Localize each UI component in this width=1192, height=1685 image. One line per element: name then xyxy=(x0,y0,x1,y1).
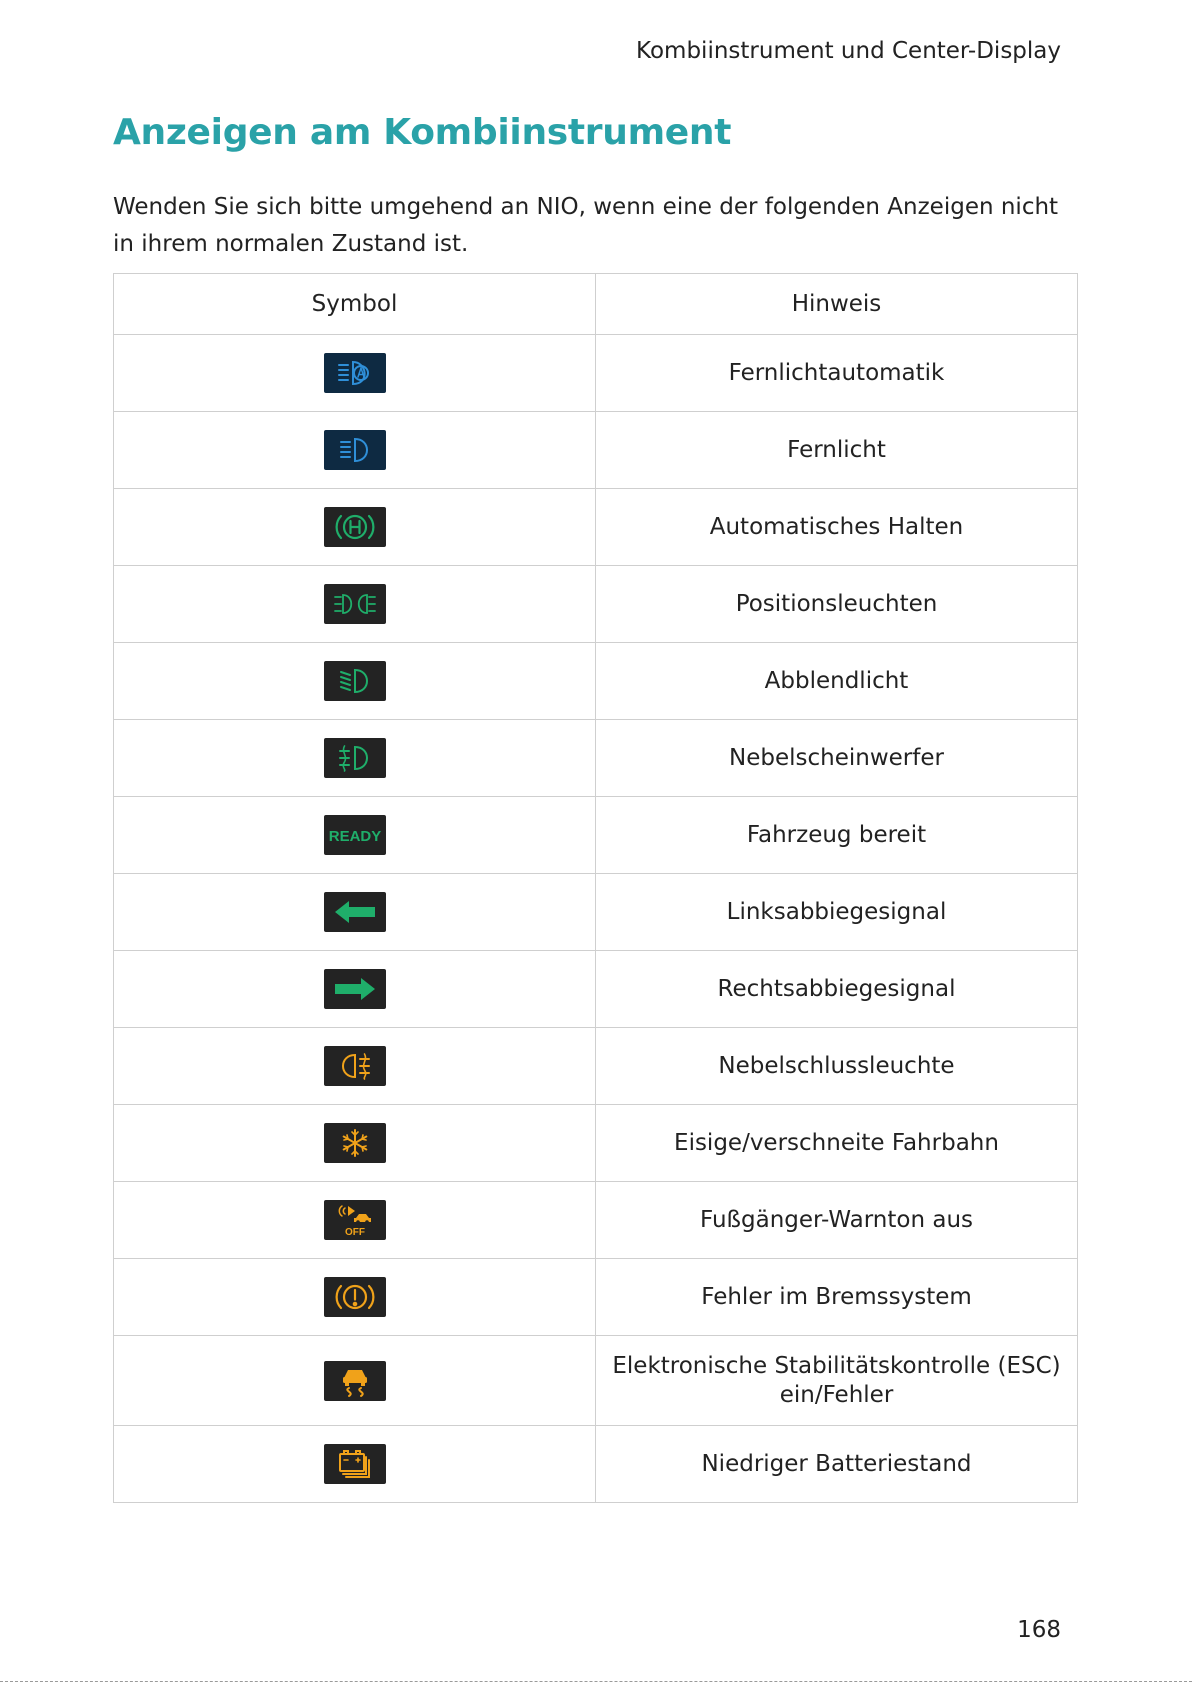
symbol-cell xyxy=(114,720,596,797)
right-turn-signal-icon xyxy=(324,969,386,1009)
note-cell: Fernlicht xyxy=(596,412,1078,489)
table-row xyxy=(114,797,1078,874)
position-lights-icon xyxy=(324,584,386,624)
note-cell: Fehler im Bremssystem xyxy=(596,1259,1078,1336)
low-battery-icon xyxy=(324,1444,386,1484)
page-title: Anzeigen am Kombiinstrument xyxy=(113,112,732,153)
pedestrian-warning-off-icon xyxy=(324,1200,386,1240)
pedestrian-warning-off-text: OFF xyxy=(344,1227,365,1238)
table-row xyxy=(114,643,1078,720)
table-header-row xyxy=(114,274,1078,335)
note-cell: Rechtsabbiegesignal xyxy=(596,951,1078,1028)
symbol-cell xyxy=(114,874,596,951)
symbol-cell xyxy=(114,1336,596,1426)
symbol-cell xyxy=(114,412,596,489)
ready-icon-text: READY xyxy=(328,828,381,845)
symbol-cell xyxy=(114,335,596,412)
note-cell: Fußgänger-Warnton aus xyxy=(596,1182,1078,1259)
note-cell: Eisige/verschneite Fahrbahn xyxy=(596,1105,1078,1182)
note-cell: Fahrzeug bereit xyxy=(596,797,1078,874)
symbol-cell xyxy=(114,1028,596,1105)
table-row xyxy=(114,1426,1078,1503)
front-fog-light-icon xyxy=(324,738,386,778)
ready-icon xyxy=(324,815,386,855)
icy-road-icon xyxy=(324,1123,386,1163)
note-cell: Abblendlicht xyxy=(596,643,1078,720)
symbol-cell xyxy=(114,1105,596,1182)
auto-hold-icon xyxy=(324,507,386,547)
table-row xyxy=(114,412,1078,489)
table-row xyxy=(114,335,1078,412)
symbol-cell xyxy=(114,797,596,874)
note-cell: Automatisches Halten xyxy=(596,489,1078,566)
rear-fog-light-icon xyxy=(324,1046,386,1086)
page-edge-divider xyxy=(0,1681,1192,1682)
column-header-symbol: Symbol xyxy=(114,274,596,335)
note-cell: Fernlichtautomatik xyxy=(596,335,1078,412)
symbol-cell xyxy=(114,566,596,643)
note-cell: Positionsleuchten xyxy=(596,566,1078,643)
indicator-table xyxy=(113,273,1078,1503)
symbol-cell xyxy=(114,951,596,1028)
table-row xyxy=(114,489,1078,566)
note-cell: Linksabbiegesignal xyxy=(596,874,1078,951)
symbol-cell xyxy=(114,1259,596,1336)
page-number: 168 xyxy=(1017,1617,1061,1643)
low-beam-icon xyxy=(324,661,386,701)
table-row xyxy=(114,1028,1078,1105)
symbol-cell xyxy=(114,1426,596,1503)
note-cell: Nebelschlussleuchte xyxy=(596,1028,1078,1105)
running-header: Kombiinstrument und Center-Display xyxy=(636,38,1061,64)
note-cell: Nebelscheinwerfer xyxy=(596,720,1078,797)
table-row xyxy=(114,1182,1078,1259)
symbol-cell xyxy=(114,643,596,720)
symbol-cell xyxy=(114,1182,596,1259)
note-cell: Niedriger Batteriestand xyxy=(596,1426,1078,1503)
left-turn-signal-icon xyxy=(324,892,386,932)
table-row xyxy=(114,874,1078,951)
intro-paragraph: Wenden Sie sich bitte umgehend an NIO, wenn eine der folgenden Anzeigen nicht in ihrem normalen Zustand ist. xyxy=(113,194,1059,257)
table-row xyxy=(114,1336,1078,1426)
esc-icon xyxy=(324,1361,386,1401)
high-beam-icon xyxy=(324,430,386,470)
table-row xyxy=(114,566,1078,643)
table-row xyxy=(114,1105,1078,1182)
column-header-note: Hinweis xyxy=(596,274,1078,335)
table-row xyxy=(114,720,1078,797)
automatic-high-beam-icon xyxy=(324,353,386,393)
table-row xyxy=(114,951,1078,1028)
brake-system-fault-icon xyxy=(324,1277,386,1317)
table-row xyxy=(114,1259,1078,1336)
symbol-cell xyxy=(114,489,596,566)
note-cell: Elektronische Stabilitätskontrolle (ESC) ein/Fehler xyxy=(596,1336,1078,1426)
